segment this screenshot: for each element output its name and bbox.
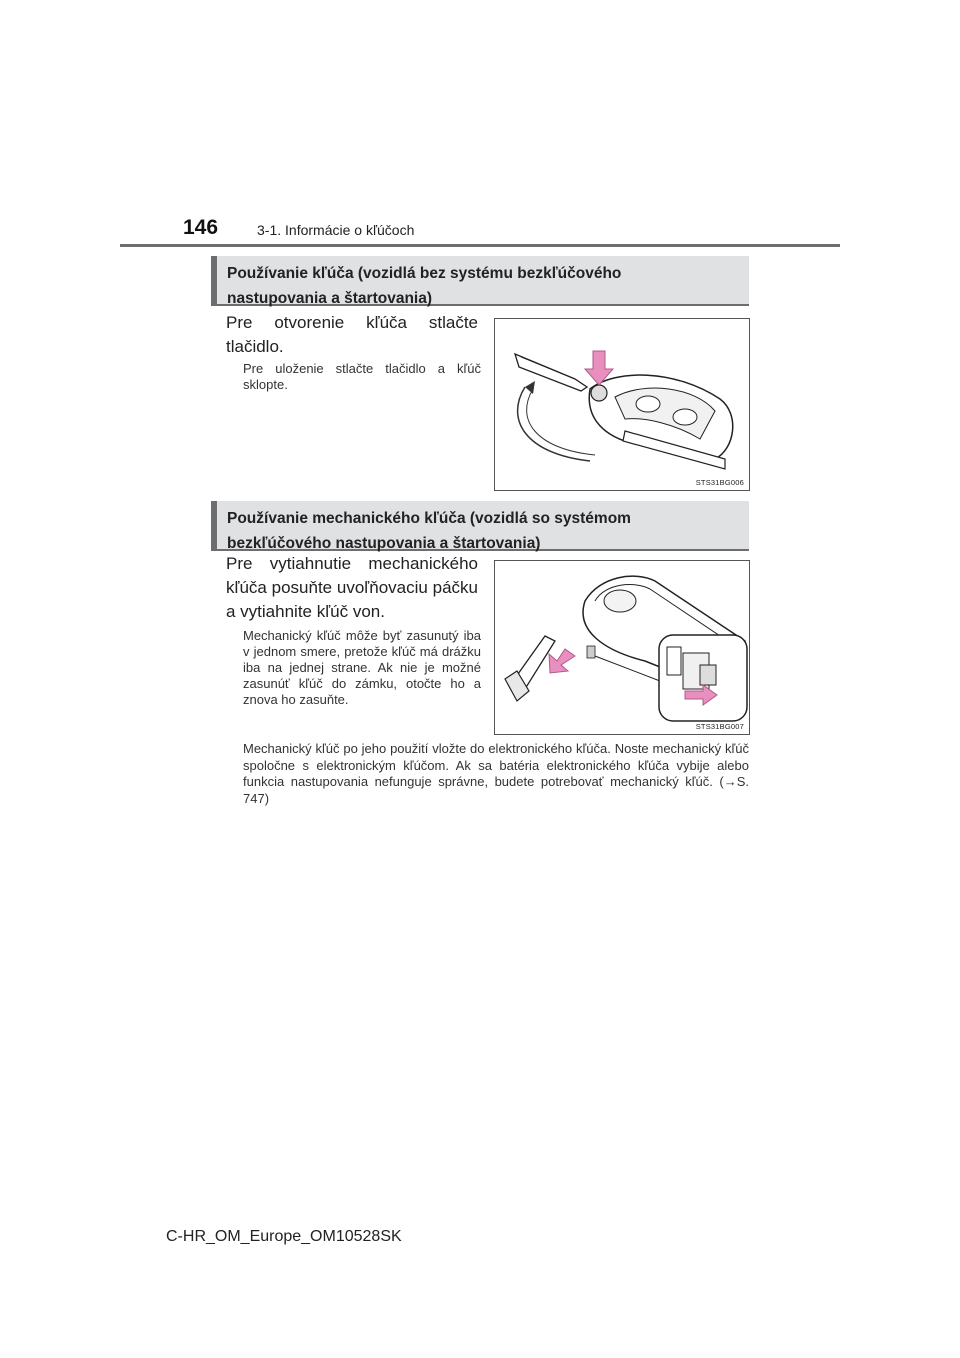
note-key-orientation: Mechanický kľúč môže byť zasunutý iba v jednom smere, pretože kľúč má drážku iba na jednej strane. Ak nie je možné zasunúť kľúč do zámku, otočte ho a znova ho zasuňte. [243,628,481,707]
chapter-title: 3-1. Informácie o kľúčoch [257,222,415,238]
figure-mechanical-key [494,560,750,735]
section-heading-line: Používanie mechanického kľúča (vozidlá so systémom [227,510,631,527]
section-heading-mechanical-key [211,501,749,551]
step-remove-mechanical-key: Pre vytiahnutie mechanického kľúča posuňte uvoľňovaciu páčku a vytiahnite kľúč von. [226,554,478,621]
header-rule [120,244,840,247]
section-heading-line: nastupovania a štartovania) [227,290,433,307]
section-heading-line: bezkľúčového nastupovania a štartovania) [227,535,541,552]
mechanical-key-illustration [495,561,749,734]
step-open-key: Pre otvorenie kľúča stlačte tlačidlo. [226,313,478,356]
figure-code: STS31BG006 [695,478,744,487]
page-number: 146 [183,216,219,239]
figure-code: STS31BG007 [695,722,744,731]
note-store-mechanical-key: Mechanický kľúč po jeho použití vložte do elektronického kľúča. Noste mechanický kľúč spoločne s elektronickým kľúčom. Ak sa batéria elektronického kľúča vybije alebo funkcia nastupovania nefunguje správne, budete potrebovať mechanický kľúč. (→S. 747) [243,741,749,806]
note-fold-key: Pre uloženie stlačte tlačidlo a kľúč sklopte. [243,361,481,392]
section-heading-line: Používanie kľúča (vozidlá bez systému bezkľúčového [227,265,622,282]
folding-key-illustration [495,319,749,490]
figure-folding-key [494,318,750,491]
section-heading-key-without-smart-entry [211,256,749,306]
footer-document-id: C-HR_OM_Europe_OM10528SK [166,1228,402,1245]
